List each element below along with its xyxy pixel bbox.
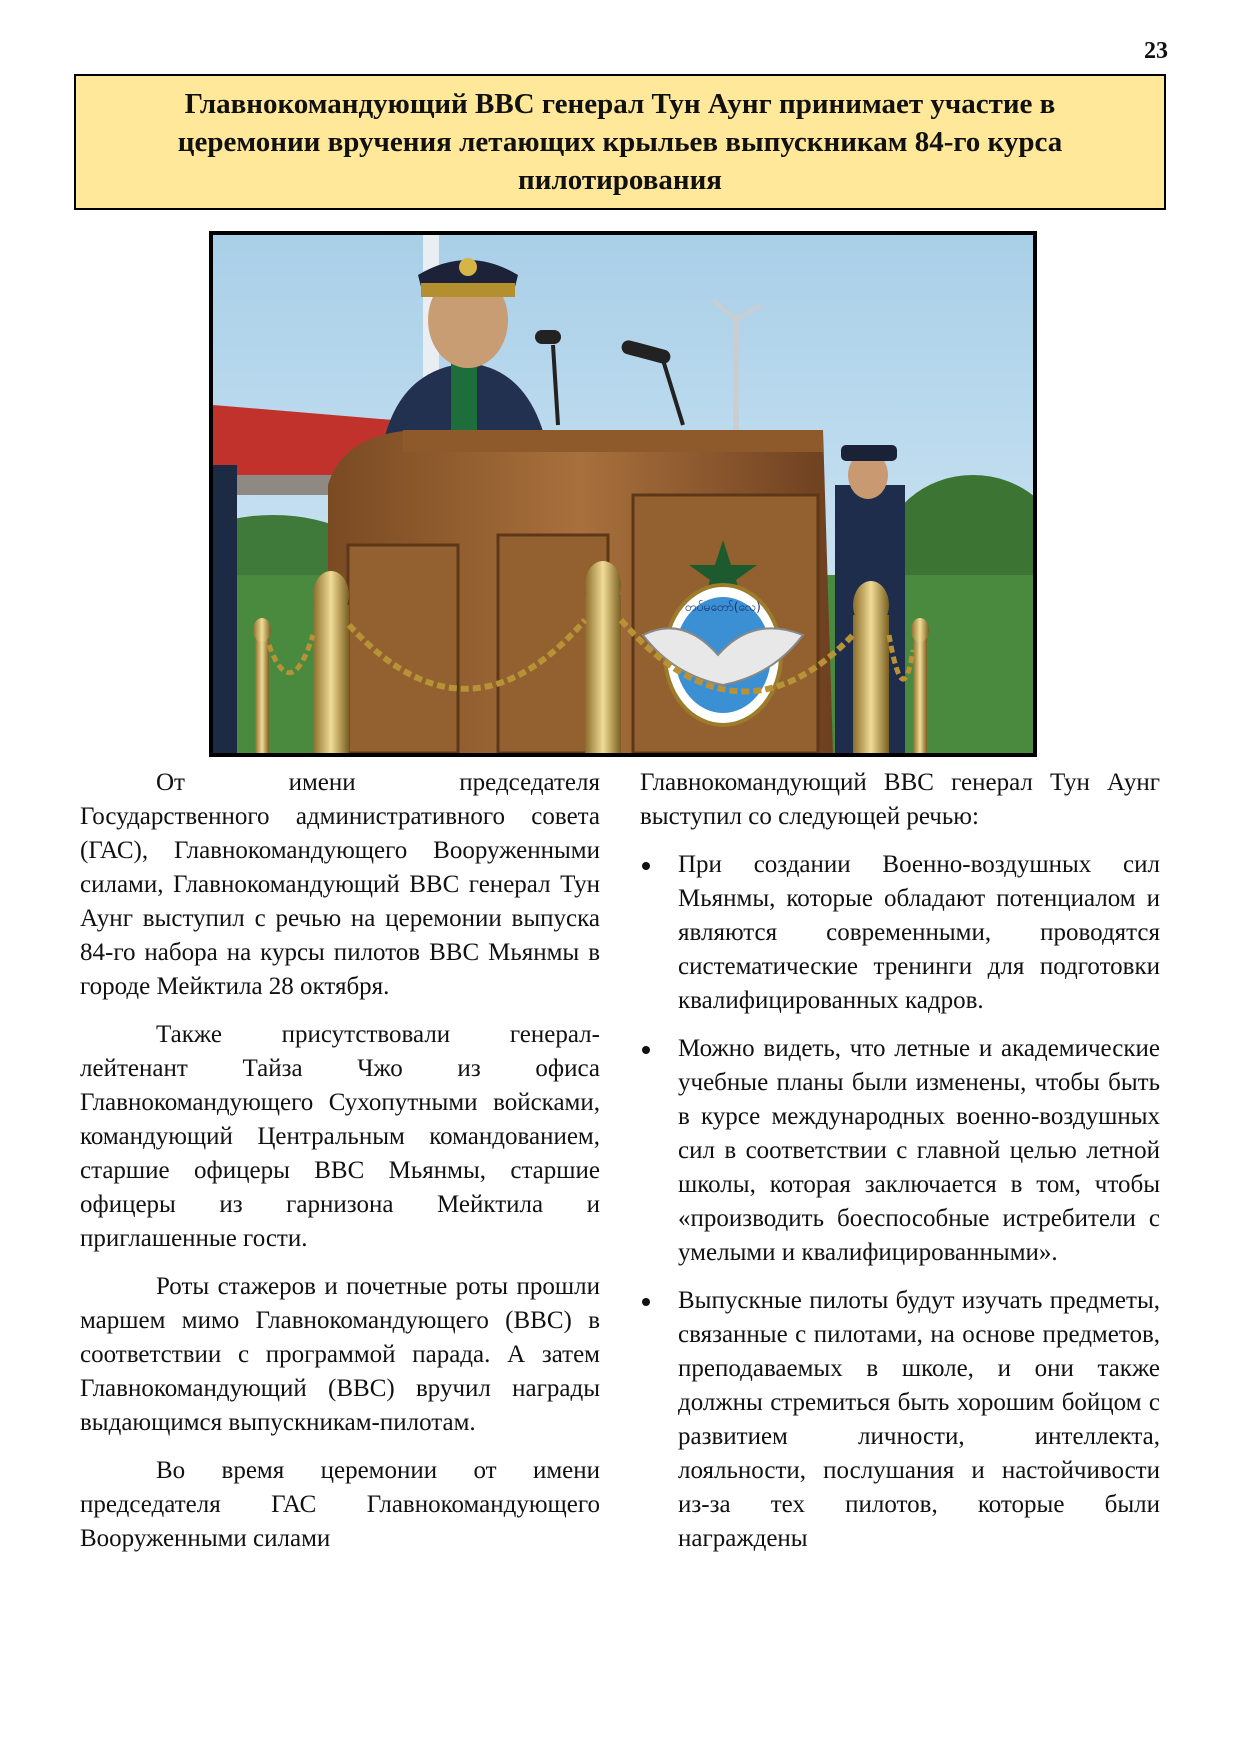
bullet-text: Можно видеть, что летные и академические учебные планы были изменены, чтобы быть в курсе международных военно-воздушных сил в соответствии с главной целью летной школы, которая заключается в том, чтобы «производить боеспособные истребители с умелыми и квалифицированными». — [678, 1035, 1160, 1266]
left-column — [80, 766, 600, 1570]
bullet-text: Выпускные пилоты будут изучать предметы, связанные с пилотами, на основе предметов, преподаваемых в школе, и они также должны стремиться быть хорошим бойцом с развитием личности, интеллекта, лояльности, послушания и настойчивости из-за тех пилотов, которые были награждены — [678, 1287, 1160, 1552]
paragraph: Во время церемонии от имени председателя ГАС Главнокомандующего Вооруженными силами — [80, 1457, 600, 1552]
bullet-icon — [642, 1298, 650, 1306]
article-photo — [209, 231, 1037, 757]
speech-bullet-list — [640, 848, 1160, 1556]
bullet-icon — [642, 862, 650, 870]
podium-photo-illustration — [213, 235, 1033, 753]
page-number: 23 — [1144, 38, 1168, 64]
list-item — [640, 848, 1160, 1018]
right-column — [640, 766, 1160, 1570]
speech-intro: Главнокомандующий ВВС генерал Тун Аунг выступил со следующей речью: — [640, 769, 1160, 830]
bullet-icon — [642, 1046, 650, 1054]
list-item — [640, 1032, 1160, 1270]
title-box — [74, 74, 1166, 210]
paragraph: Также присутствовали генерал-лейтенант Тайза Чжо из офиса Главнокомандующего Сухопутными войсками, командующий Центральным командованием, старшие офицеры ВВС Мьянмы, старшие офицеры из гарнизона Мейктила и приглашенные гости. — [80, 1021, 600, 1252]
emblem-text: တပ်မတော်(လေ) — [685, 600, 761, 614]
page-title: Главнокомандующий ВВС генерал Тун Аунг принимает участие в церемонии вручения летающих крыльев выпускникам 84-го курса пилотирования — [177, 88, 1063, 196]
paragraph: Роты стажеров и почетные роты прошли маршем мимо Главнокомандующего (ВВС) в соответствии с программой парада. А затем Главнокомандующий (ВВС) вручил награды выдающимся выпускникам-пилотам. — [80, 1273, 600, 1436]
list-item — [640, 1284, 1160, 1556]
bullet-text: При создании Военно-воздушных сил Мьянмы, которые обладают потенциалом и являются современными, проводятся систематические тренинги для подготовки квалифицированных кадров. — [678, 851, 1160, 1014]
paragraph: От имени председателя Государственного административного совета (ГАС), Главнокомандующего Вооруженными силами, Главнокомандующий ВВС генерал Тун Аунг выступил с речью на церемонии выпуска 84-го набора на курсы пилотов ВВС Мьянмы в городе Мейктила 28 октября. — [80, 769, 600, 1000]
